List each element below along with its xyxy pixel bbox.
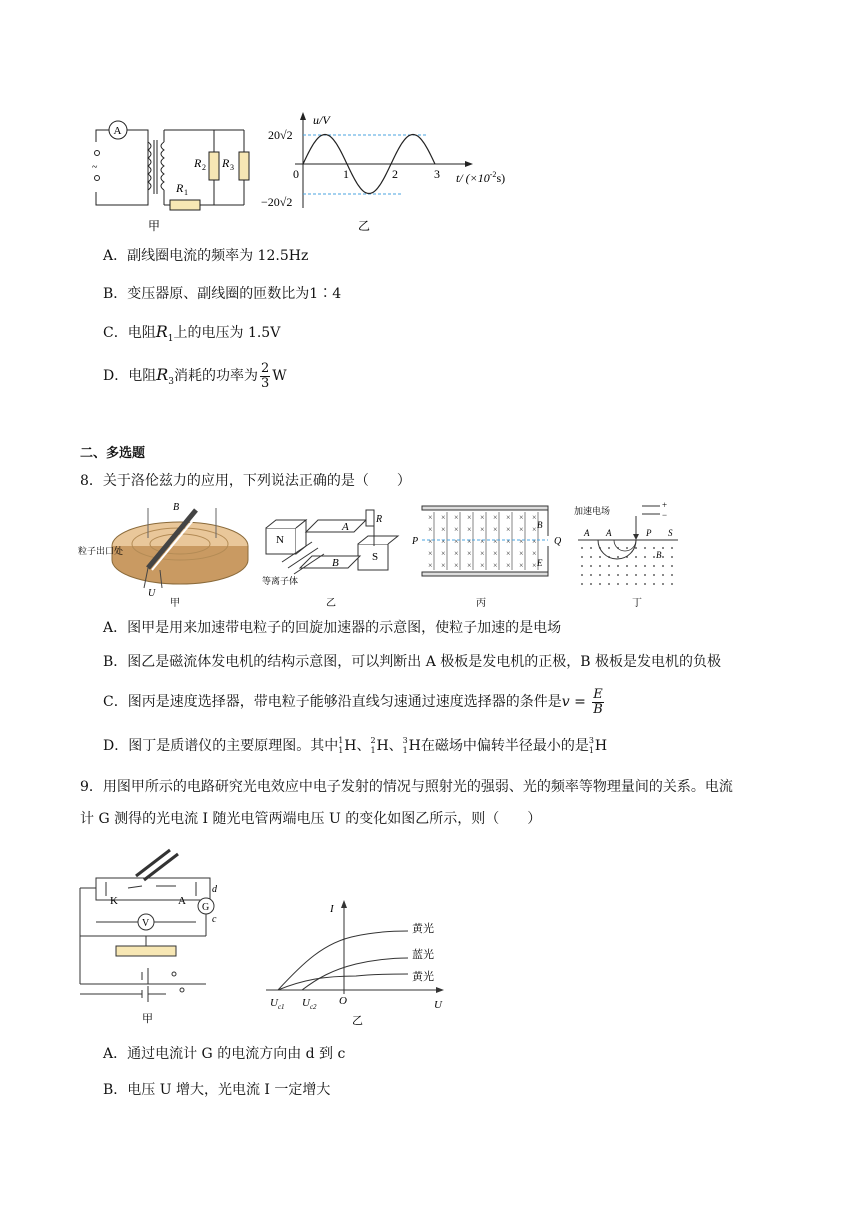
field-dot	[671, 556, 673, 558]
field-cross-mark: ×	[454, 537, 459, 546]
q9-stem-line1: 9．用图甲所示的电路研究光电效应中电子发射的情况与照射光的强弱、光的频率等物理量间的关系。电流	[80, 779, 733, 795]
field-dot	[635, 583, 637, 585]
field-cross-mark: ×	[532, 561, 537, 570]
field-dot	[608, 574, 610, 576]
field-dot	[590, 556, 592, 558]
field-cross-mark: ×	[467, 525, 472, 534]
field-dot	[662, 565, 664, 567]
field-dot	[599, 574, 601, 576]
field-cross-mark: ×	[480, 549, 485, 558]
field-cross-mark: ×	[441, 561, 446, 570]
q7-option-c[interactable]: C．电阻$R_1$上的电压为 1.5V	[103, 322, 281, 344]
q8-yi-caption: 乙	[326, 598, 336, 609]
field-dot	[608, 556, 610, 558]
q8-bing-caption: 丙	[476, 598, 486, 609]
svg-text:蓝光: 蓝光	[412, 949, 434, 961]
field-cross-mark: ×	[532, 525, 537, 534]
field-cross-mark: ×	[506, 525, 511, 534]
svg-text:B: B	[537, 520, 543, 530]
field-cross-mark: ×	[519, 537, 524, 546]
svg-text:−: −	[662, 510, 668, 520]
svg-text:B: B	[332, 557, 339, 569]
field-dot	[662, 556, 664, 558]
svg-text:S: S	[372, 551, 379, 563]
field-dot	[671, 574, 673, 576]
field-dot	[635, 556, 637, 558]
svg-text:P: P	[412, 536, 419, 547]
svg-text:d: d	[212, 884, 217, 895]
svg-text:I: I	[330, 903, 334, 915]
field-dot	[626, 565, 628, 567]
svg-text:2: 2	[392, 167, 398, 181]
field-dot	[635, 574, 637, 576]
field-dot	[617, 583, 619, 585]
field-cross-mark: ×	[493, 549, 498, 558]
field-cross-mark: ×	[441, 549, 446, 558]
svg-text:A: A	[606, 528, 612, 538]
svg-text:S: S	[668, 528, 673, 538]
field-dot	[662, 574, 664, 576]
field-dot	[617, 574, 619, 576]
field-cross-mark: ×	[454, 549, 459, 558]
svg-text:3: 3	[434, 167, 440, 181]
q8-figure-yi	[262, 498, 412, 610]
field-dot	[617, 556, 619, 558]
field-dot	[626, 556, 628, 558]
field-cross-mark: ×	[519, 525, 524, 534]
field-dot	[599, 583, 601, 585]
svg-text:加速电场: 加速电场	[574, 506, 611, 516]
svg-text:K: K	[110, 895, 118, 907]
q8-figure-bing	[410, 500, 572, 610]
field-cross-mark: ×	[480, 561, 485, 570]
svg-text:N: N	[276, 534, 284, 546]
svg-text:~: ~	[92, 162, 98, 173]
field-cross-mark: ×	[428, 549, 433, 558]
svg-text:20√2: 20√2	[268, 128, 293, 142]
field-dot	[671, 565, 673, 567]
field-dot	[608, 565, 610, 567]
field-cross-mark: ×	[493, 561, 498, 570]
q8-option-a[interactable]: A．图甲是用来加速带电粒子的回旋加速器的示意图，使粒子加速的是电场	[103, 620, 562, 636]
field-dot	[599, 565, 601, 567]
svg-text:E: E	[537, 558, 543, 568]
svg-text:3: 3	[230, 163, 234, 172]
svg-text:R: R	[194, 156, 202, 170]
svg-text:黄光: 黄光	[412, 971, 434, 983]
field-dot	[653, 547, 655, 549]
field-dot	[653, 556, 655, 558]
q9-stem-line2: 计 G 测得的光电流 I 随光电管两端电压 U 的变化如图乙所示，则（ ）	[80, 811, 542, 827]
svg-text:R: R	[176, 181, 184, 195]
svg-text:c: c	[212, 914, 217, 925]
svg-text:V: V	[142, 918, 150, 929]
svg-text:B: B	[656, 550, 662, 560]
field-cross-mark: ×	[506, 513, 511, 522]
svg-text:Uc2: $U_{c2}$	[302, 997, 317, 1011]
svg-text:−20√2: −20√2	[261, 195, 293, 209]
field-dot	[608, 583, 610, 585]
svg-text:A: A	[584, 528, 590, 538]
field-cross-mark: ×	[454, 525, 459, 534]
field-cross-mark: ×	[480, 525, 485, 534]
field-cross-mark: ×	[519, 513, 524, 522]
field-cross-mark: ×	[480, 513, 485, 522]
svg-text:等离子体: 等离子体	[262, 576, 299, 586]
field-cross-mark: ×	[428, 525, 433, 534]
field-dot	[644, 583, 646, 585]
field-cross-mark: ×	[467, 537, 472, 546]
q8-option-c[interactable]: C．图丙是速度选择器，带电粒子能够沿直线匀速通过速度选择器的条件是v = $\frac{E}{B}$	[103, 686, 603, 717]
q9-option-a[interactable]: A．通过电流计 G 的电流方向由 d 到 c	[103, 1046, 346, 1062]
field-dot	[653, 583, 655, 585]
svg-text:G: G	[202, 902, 210, 913]
curve-yellow-weak	[278, 974, 408, 990]
field-cross-mark: ×	[519, 561, 524, 570]
svg-text:粒子出口处: 粒子出口处	[78, 546, 124, 556]
q7-option-b[interactable]: B．变压器原、副线圈的匝数比为1∶4	[103, 286, 342, 302]
field-dot	[617, 547, 619, 549]
field-dot	[581, 565, 583, 567]
svg-text:t/ (×10-2s): t/ $(\times 10^{-2}s)$	[456, 170, 506, 185]
svg-text:P: P	[646, 528, 652, 538]
field-dot	[662, 547, 664, 549]
field-dot	[608, 547, 610, 549]
curve-yellow-strong	[278, 931, 408, 990]
field-dot	[626, 574, 628, 576]
field-dot	[590, 547, 592, 549]
field-dot	[635, 547, 637, 549]
field-cross-mark: ×	[441, 537, 446, 546]
q9-option-b[interactable]: B．电压 U 增大，光电流 I 一定增大	[103, 1082, 331, 1098]
field-dot	[671, 583, 673, 585]
field-cross-mark: ×	[493, 513, 498, 522]
field-cross-mark: ×	[467, 561, 472, 570]
field-dot	[662, 583, 664, 585]
field-dot	[626, 583, 628, 585]
field-cross-mark: ×	[467, 549, 472, 558]
field-cross-mark: ×	[428, 513, 433, 522]
q8-figure-jia	[78, 498, 258, 610]
field-cross-mark: ×	[532, 513, 537, 522]
q9-figure-yi	[262, 894, 452, 1030]
q7-jia-caption: 甲	[148, 219, 161, 233]
field-dot	[581, 574, 583, 576]
field-cross-mark: ×	[467, 513, 472, 522]
field-cross-mark: ×	[532, 537, 537, 546]
field-dot	[644, 565, 646, 567]
q8-ding-caption: 丁	[632, 598, 642, 609]
q7-figure-yi	[255, 108, 530, 236]
svg-text:1: 1	[343, 167, 349, 181]
field-cross-mark: ×	[493, 537, 498, 546]
field-dot	[671, 547, 673, 549]
svg-text:U: U	[148, 588, 156, 599]
svg-text:2: 2	[202, 163, 206, 172]
field-dot	[581, 556, 583, 558]
field-dot	[581, 583, 583, 585]
field-cross-mark: ×	[480, 537, 485, 546]
q8-figure-ding	[572, 498, 682, 610]
q7-y-axis-label: u/V	[313, 113, 330, 127]
svg-text:+: +	[662, 500, 668, 510]
q8-option-b[interactable]: B．图乙是磁流体发电机的结构示意图，可以判断出 A 极板是发电机的正极，B 极板是发电机的负极	[103, 654, 722, 670]
q8-jia-caption: 甲	[170, 598, 180, 609]
svg-text:U: U	[434, 999, 442, 1011]
svg-text:B: B	[173, 502, 180, 513]
q7-option-a[interactable]: A．副线圈电流的频率为 12.5Hz	[103, 248, 309, 264]
q7-option-d[interactable]: D．电阻$R_3$消耗的功率为 $\frac{2}{3}$ W	[103, 360, 287, 391]
field-dot	[599, 547, 601, 549]
field-cross-mark: ×	[519, 549, 524, 558]
field-dot	[590, 574, 592, 576]
svg-text:黄光: 黄光	[412, 923, 434, 935]
field-dot	[653, 565, 655, 567]
field-cross-mark: ×	[454, 561, 459, 570]
svg-text:Q: Q	[554, 536, 562, 547]
field-dot	[599, 556, 601, 558]
q7-figure-jia	[86, 112, 266, 236]
field-dot	[653, 574, 655, 576]
field-cross-mark: ×	[441, 513, 446, 522]
field-dot	[581, 547, 583, 549]
field-cross-mark: ×	[441, 525, 446, 534]
q8-option-d[interactable]: D．图丁是质谱仪的主要原理图。其中 1 1 H、 2 1 H、 3 1 H在磁场中偏转半径最小的是 3 1 H	[103, 736, 608, 755]
q9-yi-caption: 乙	[352, 1015, 363, 1027]
field-dot	[626, 547, 628, 549]
svg-text:R: R	[222, 156, 230, 170]
field-cross-mark: ×	[532, 549, 537, 558]
svg-text:O: O	[339, 995, 347, 1007]
field-cross-mark: ×	[506, 561, 511, 570]
field-cross-mark: ×	[428, 561, 433, 570]
field-cross-mark: ×	[493, 525, 498, 534]
q9-jia-caption: 甲	[142, 1013, 153, 1025]
field-cross-mark: ×	[506, 549, 511, 558]
field-dot	[617, 565, 619, 567]
svg-text:1: 1	[184, 188, 188, 197]
field-cross-mark: ×	[454, 513, 459, 522]
svg-text:Uc1: $U_{c1}$	[270, 997, 285, 1011]
q9-figure-jia	[66, 840, 246, 1026]
section-title: 二、多选题	[80, 446, 146, 461]
ammeter-label: A	[113, 125, 122, 137]
field-cross-mark: ×	[506, 537, 511, 546]
q7-yi-caption: 乙	[358, 219, 371, 233]
field-dot	[635, 565, 637, 567]
field-dot	[590, 565, 592, 567]
field-dot	[644, 547, 646, 549]
svg-text:A: A	[342, 521, 349, 533]
svg-text:A: A	[178, 895, 186, 907]
svg-text:0: 0	[293, 167, 299, 181]
field-dot	[644, 556, 646, 558]
field-cross-mark: ×	[428, 537, 433, 546]
q8-stem: 8．关于洛伦兹力的应用，下列说法正确的是（ ）	[80, 473, 411, 489]
field-dot	[590, 583, 592, 585]
svg-text:R: R	[376, 514, 383, 525]
field-dot	[644, 574, 646, 576]
